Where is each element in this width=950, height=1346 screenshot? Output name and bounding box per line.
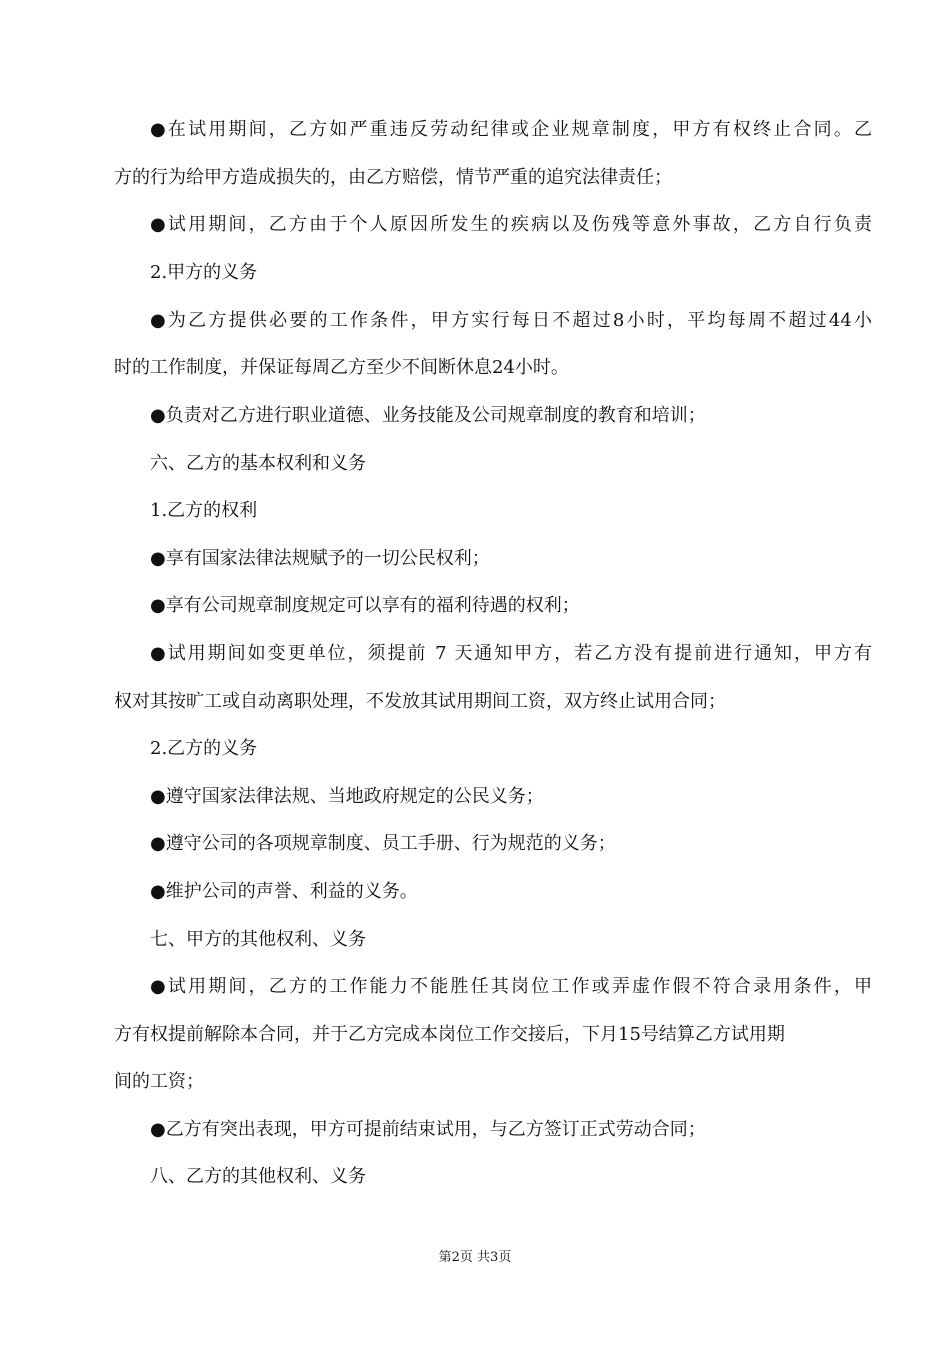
- paragraph-line: 权对其按旷工或自动离职处理，不发放其试用期间工资，双方终止试用合同；: [114, 691, 726, 712]
- paragraph-line: 方的行为给甲方造成损失的，由乙方赔偿，情节严重的追究法律责任；: [114, 167, 672, 188]
- section-heading: 2.乙方的义务: [150, 738, 258, 759]
- paragraph-line: ●试用期间，乙方的工作能力不能胜任其岗位工作或弄虚作假不符合录用条件，甲: [150, 976, 872, 997]
- section-heading: 七、甲方的其他权利、义务: [150, 929, 366, 950]
- paragraph-line: ●乙方有突出表现，甲方可提前结束试用，与乙方签订正式劳动合同；: [150, 1119, 706, 1140]
- paragraph-line: 间的工资；: [114, 1071, 204, 1092]
- paragraph-line: ●为乙方提供必要的工作条件，甲方实行每日不超过8小时，平均每周不超过44小: [150, 310, 872, 331]
- paragraph-line: ●在试用期间，乙方如严重违反劳动纪律或企业规章制度，甲方有权终止合同。乙: [150, 119, 872, 140]
- paragraph-line: ●负责对乙方进行职业道德、业务技能及公司规章制度的教育和培训；: [150, 405, 706, 426]
- paragraph-line: ●试用期间如变更单位，须提前 7 天通知甲方，若乙方没有提前进行通知，甲方有: [150, 643, 872, 664]
- paragraph-line: ●遵守公司的各项规章制度、员工手册、行为规范的义务；: [150, 833, 616, 854]
- paragraph-line: ●享有公司规章制度规定可以享有的福利待遇的权利；: [150, 595, 580, 616]
- paragraph-line: 时的工作制度，并保证每周乙方至少不间断休息24小时。: [114, 357, 569, 378]
- section-heading: 六、乙方的基本权利和义务: [150, 453, 366, 474]
- paragraph-line: ●维护公司的声誉、利益的义务。: [150, 881, 418, 902]
- paragraph-line: ●享有国家法律法规赋予的一切公民权利；: [150, 548, 490, 569]
- section-heading: 1.乙方的权利: [150, 500, 258, 521]
- paragraph-line: 方有权提前解除本合同，并于乙方完成本岗位工作交接后，下月15号结算乙方试用期: [114, 1024, 785, 1045]
- section-heading: 八、乙方的其他权利、义务: [150, 1166, 366, 1187]
- page-number-footer: 第2页 共3页: [438, 1250, 512, 1265]
- paragraph-line: ●遵守国家法律法规、当地政府规定的公民义务；: [150, 786, 544, 807]
- paragraph-line: ●试用期间，乙方由于个人原因所发生的疾病以及伤残等意外事故，乙方自行负责: [150, 214, 872, 235]
- section-heading: 2.甲方的义务: [150, 262, 258, 283]
